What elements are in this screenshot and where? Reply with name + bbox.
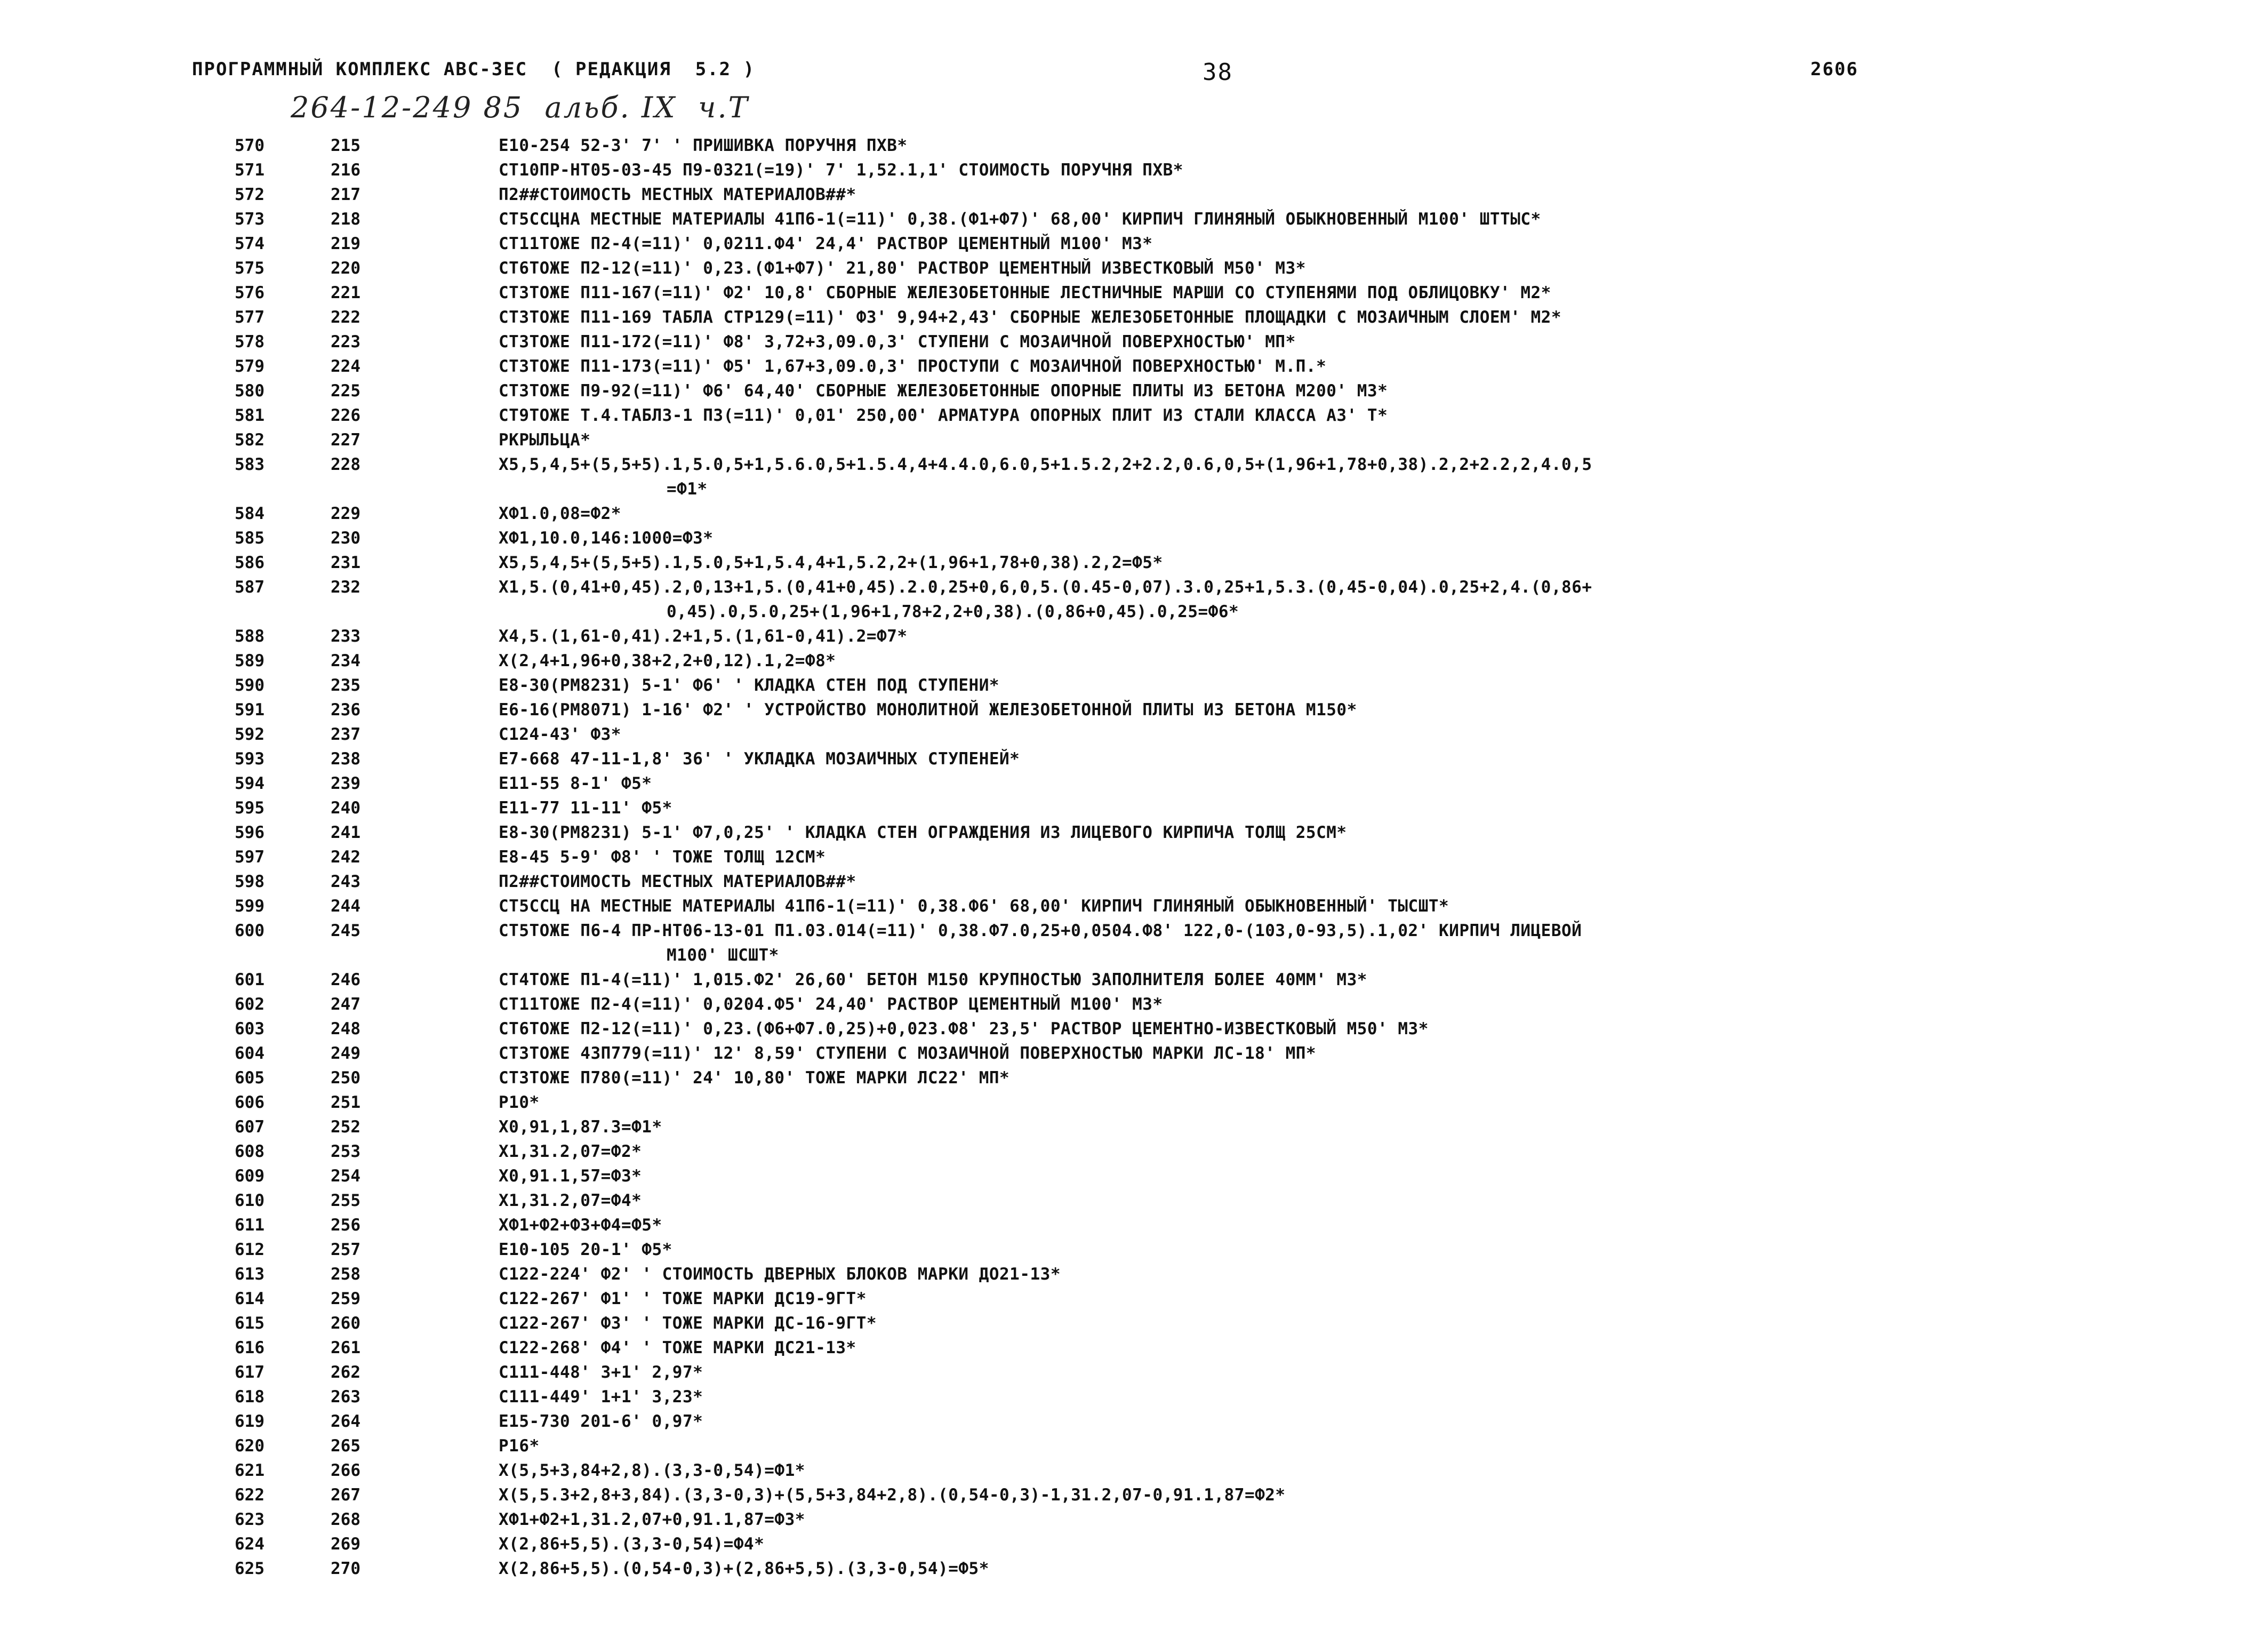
listing-row <box>0 1336 2268 1360</box>
statement-text: С122-268' Ф4' ' ТОЖЕ МАРКИ ДС21-13* <box>499 1338 856 1357</box>
listing-row <box>0 330 2268 354</box>
statement-number: 238 <box>331 749 360 769</box>
statement-number: 251 <box>331 1093 360 1112</box>
statement-text: СТ3ТОЖЕ П9-92(=11)' Ф6' 64,40' СБОРНЫЕ ЖЕЛЕЗОБЕТОННЫЕ ОПОРНЫЕ ПЛИТЫ ИЗ БЕТОНА М200' М3* <box>499 381 1388 401</box>
listing-row <box>0 379 2268 403</box>
statement-text-block <box>499 379 2152 403</box>
statement-text: СТ3ТОЖЕ П11-169 ТАБЛА СТР129(=11)' Ф3' 9,94+2,43' СБОРНЫЕ ЖЕЛЕЗОБЕТОННЫЕ ПЛОЩАДКИ С МОЗАИЧНЫМ СЛОЕМ' М2* <box>499 308 1562 327</box>
statement-text-block <box>499 1360 2152 1385</box>
listing-row <box>0 820 2268 845</box>
statement-text-block <box>499 1458 2152 1483</box>
listing-row <box>0 550 2268 575</box>
statement-number: 226 <box>331 406 360 425</box>
line-number: 600 <box>235 921 265 940</box>
statement-text-block <box>499 231 2152 256</box>
statement-text: ХФ1.0,08=Ф2* <box>499 504 621 523</box>
statement-number: 242 <box>331 848 360 867</box>
listing-row <box>0 1360 2268 1385</box>
statement-number: 265 <box>331 1436 360 1456</box>
line-number: 614 <box>235 1289 265 1308</box>
statement-text-block <box>499 305 2152 330</box>
statement-number: 230 <box>331 529 360 548</box>
listing-row <box>0 1556 2268 1581</box>
statement-text-block <box>499 575 2152 624</box>
statement-number: 225 <box>331 381 360 401</box>
statement-number: 267 <box>331 1485 360 1505</box>
listing-row <box>0 796 2268 820</box>
program-header: ПРОГРАММНЫЙ КОМПЛЕКС АВС-3ЕС ( РЕДАКЦИЯ 5.2 ) <box>192 59 756 80</box>
statement-text: Е8-45 5-9' Ф8' ' ТОЖЕ ТОЛЩ 12СМ* <box>499 848 826 867</box>
line-number: 583 <box>235 455 265 474</box>
listing-row <box>0 1409 2268 1434</box>
listing-row <box>0 1041 2268 1066</box>
listing-row <box>0 918 2268 968</box>
statement-text-block <box>499 968 2152 992</box>
statement-text-block <box>499 1237 2152 1262</box>
statement-number: 215 <box>331 136 360 155</box>
line-number: 623 <box>235 1510 265 1529</box>
statement-text: СТ5ССЦНА МЕСТНЫЕ МАТЕРИАЛЫ 41П6-1(=11)' 0,38.(Ф1+Ф7)' 68,00' КИРПИЧ ГЛИНЯНЫЙ ОБЫКНОВЕННЫЙ М100' ШТТЫС* <box>499 210 1541 229</box>
statement-text: Е11-77 11-11' Ф5* <box>499 798 672 818</box>
statement-text-block <box>499 845 2152 869</box>
listing-row <box>0 1066 2268 1090</box>
statement-text: ХФ1+Ф2+1,31.2,07+0,91.1,87=Ф3* <box>499 1510 805 1529</box>
line-number: 599 <box>235 897 265 916</box>
line-number: 570 <box>235 136 265 155</box>
statement-text: Е11-55 8-1' Ф5* <box>499 774 652 793</box>
line-number: 621 <box>235 1461 265 1480</box>
listing-row <box>0 158 2268 182</box>
line-number: 580 <box>235 381 265 401</box>
statement-text-block <box>499 698 2152 722</box>
line-number: 612 <box>235 1240 265 1259</box>
listing-row <box>0 1434 2268 1458</box>
statement-text: Х(2,86+5,5).(3,3-0,54)=Ф4* <box>499 1535 765 1554</box>
line-number: 625 <box>235 1559 265 1578</box>
statement-number: 244 <box>331 897 360 916</box>
statement-text: С122-267' Ф3' ' ТОЖЕ МАРКИ ДС-16-9ГТ* <box>499 1314 877 1333</box>
statement-number: 236 <box>331 700 360 720</box>
document-code: 2606 <box>1810 59 1858 80</box>
statement-number: 261 <box>331 1338 360 1357</box>
statement-number: 266 <box>331 1461 360 1480</box>
statement-number: 262 <box>331 1363 360 1382</box>
statement-text-block <box>499 1434 2152 1458</box>
listing-row <box>0 1237 2268 1262</box>
statement-text-block <box>499 649 2152 673</box>
statement-text-block <box>499 796 2152 820</box>
statement-text-block <box>499 1041 2152 1066</box>
statement-text-block <box>499 1556 2152 1581</box>
statement-text-block <box>499 1262 2152 1287</box>
statement-text-block <box>499 820 2152 845</box>
listing-row <box>0 428 2268 452</box>
statement-text: Х(5,5.3+2,8+3,84).(3,3-0,3)+(5,5+3,84+2,8).(0,54-0,3)-1,31.2,07-0,91.1,87=Ф2* <box>499 1485 1286 1505</box>
statement-text: СТ11ТОЖЕ П2-4(=11)' 0,0204.Ф5' 24,40' РАСТВОР ЦЕМЕНТНЫЙ М100' М3* <box>499 995 1163 1014</box>
listing-row <box>0 403 2268 428</box>
statement-text: С111-449' 1+1' 3,23* <box>499 1387 703 1407</box>
statement-text: СТ4ТОЖЕ П1-4(=11)' 1,015.Ф2' 26,60' БЕТОН М150 КРУПНОСТЬЮ ЗАПОЛНИТЕЛЯ БОЛЕЕ 40ММ' М3* <box>499 970 1367 989</box>
statement-number: 256 <box>331 1216 360 1235</box>
page-number: 38 <box>1203 59 1233 86</box>
statement-number: 235 <box>331 676 360 695</box>
listing-row <box>0 354 2268 379</box>
statement-number: 255 <box>331 1191 360 1210</box>
statement-text-block <box>499 1213 2152 1237</box>
statement-text-block <box>499 1017 2152 1041</box>
line-number: 572 <box>235 185 265 204</box>
statement-number: 216 <box>331 161 360 180</box>
statement-number: 247 <box>331 995 360 1014</box>
statement-text: СТ5ССЦ НА МЕСТНЫЕ МАТЕРИАЛЫ 41П6-1(=11)' 0,38.Ф6' 68,00' КИРПИЧ ГЛИНЯНЫЙ ОБЫКНОВЕННЫЙ' ТЫСШТ* <box>499 897 1449 916</box>
listing-row <box>0 256 2268 281</box>
statement-text-block <box>499 992 2152 1017</box>
statement-number: 221 <box>331 283 360 302</box>
statement-number: 257 <box>331 1240 360 1259</box>
statement-text: СТ3ТОЖЕ П780(=11)' 24' 10,80' ТОЖЕ МАРКИ ЛС22' МП* <box>499 1068 1010 1088</box>
handwritten-note: 264-12-249 85 альб. IX ч.Т <box>291 91 749 124</box>
line-number: 598 <box>235 872 265 891</box>
statement-number: 264 <box>331 1412 360 1431</box>
statement-text: СТ3ТОЖЕ П11-172(=11)' Ф8' 3,72+3,09.0,3' СТУПЕНИ С МОЗАИЧНОЙ ПОВЕРХНОСТЬЮ' МП* <box>499 332 1296 351</box>
listing-lines <box>0 133 2268 1581</box>
listing-row <box>0 1139 2268 1164</box>
statement-number: 246 <box>331 970 360 989</box>
statement-text-block <box>499 624 2152 649</box>
line-number: 581 <box>235 406 265 425</box>
statement-text-block <box>499 1139 2152 1164</box>
listing-row <box>0 231 2268 256</box>
listing-row <box>0 1483 2268 1507</box>
listing-row <box>0 968 2268 992</box>
statement-text-block <box>499 256 2152 281</box>
listing-row <box>0 1164 2268 1188</box>
listing-row <box>0 501 2268 526</box>
line-number: 597 <box>235 848 265 867</box>
line-number: 596 <box>235 823 265 842</box>
statement-number: 254 <box>331 1166 360 1186</box>
statement-text: Е10-254 52-3' 7' ' ПРИШИВКА ПОРУЧНЯ ПХВ* <box>499 136 908 155</box>
line-number: 602 <box>235 995 265 1014</box>
statement-text: ХФ1+Ф2+Ф3+Ф4=Ф5* <box>499 1216 662 1235</box>
statement-number: 237 <box>331 725 360 744</box>
line-number: 613 <box>235 1265 265 1284</box>
statement-number: 250 <box>331 1068 360 1088</box>
line-number: 575 <box>235 259 265 278</box>
statement-continuation: =Ф1* <box>667 480 708 499</box>
statement-text-block <box>499 158 2152 182</box>
listing-row <box>0 207 2268 231</box>
statement-number: 232 <box>331 578 360 597</box>
statement-text: П2##СТОИМОСТЬ МЕСТНЫХ МАТЕРИАЛОВ##* <box>499 185 856 204</box>
statement-text: СТ6ТОЖЕ П2-12(=11)' 0,23.(Ф6+Ф7.0,25)+0,023.Ф8' 23,5' РАСТВОР ЦЕМЕНТНО-ИЗВЕСТКОВЫЙ М50' М3* <box>499 1019 1429 1038</box>
line-number: 592 <box>235 725 265 744</box>
line-number: 595 <box>235 798 265 818</box>
statement-text-block <box>499 1409 2152 1434</box>
statement-text-block <box>499 1507 2152 1532</box>
statement-text-block <box>499 1164 2152 1188</box>
statement-text: П2##СТОИМОСТЬ МЕСТНЫХ МАТЕРИАЛОВ##* <box>499 872 856 891</box>
listing-row <box>0 1188 2268 1213</box>
line-number: 616 <box>235 1338 265 1357</box>
statement-continuation: М100' ШСШТ* <box>667 946 779 965</box>
statement-number: 263 <box>331 1387 360 1407</box>
line-number: 588 <box>235 627 265 646</box>
statement-number: 245 <box>331 921 360 940</box>
statement-text-block <box>499 1115 2152 1139</box>
line-number: 577 <box>235 308 265 327</box>
line-number: 574 <box>235 234 265 253</box>
line-number: 617 <box>235 1363 265 1382</box>
line-number: 590 <box>235 676 265 695</box>
statement-number: 224 <box>331 357 360 376</box>
line-number: 605 <box>235 1068 265 1088</box>
statement-text-block <box>499 207 2152 231</box>
statement-text-block <box>499 452 2152 501</box>
listing-row <box>0 624 2268 649</box>
listing-row <box>0 722 2268 747</box>
statement-text-block <box>499 1287 2152 1311</box>
listing-row <box>0 845 2268 869</box>
statement-text-block <box>499 747 2152 771</box>
line-number: 620 <box>235 1436 265 1456</box>
statement-text-block <box>499 133 2152 158</box>
line-number: 610 <box>235 1191 265 1210</box>
listing-row <box>0 1287 2268 1311</box>
statement-text: СТ10ПР-НТ05-03-45 П9-0321(=19)' 7' 1,52.1,1' СТОИМОСТЬ ПОРУЧНЯ ПХВ* <box>499 161 1183 180</box>
statement-text: Х4,5.(1,61-0,41).2+1,5.(1,61-0,41).2=Ф7* <box>499 627 908 646</box>
listing-row <box>0 452 2268 501</box>
statement-number: 223 <box>331 332 360 351</box>
statement-text-block <box>499 1090 2152 1115</box>
statement-number: 234 <box>331 651 360 670</box>
line-number: 593 <box>235 749 265 769</box>
statement-number: 248 <box>331 1019 360 1038</box>
listing-row <box>0 992 2268 1017</box>
statement-number: 268 <box>331 1510 360 1529</box>
statement-text-block <box>499 918 2152 968</box>
statement-text: СТ6ТОЖЕ П2-12(=11)' 0,23.(Ф1+Ф7)' 21,80' РАСТВОР ЦЕМЕНТНЫЙ ИЗВЕСТКОВЫЙ М50' М3* <box>499 259 1306 278</box>
statement-text-block <box>499 281 2152 305</box>
line-number: 611 <box>235 1216 265 1235</box>
statement-text-block <box>499 501 2152 526</box>
listing-row <box>0 869 2268 894</box>
statement-text-block <box>499 722 2152 747</box>
line-number: 624 <box>235 1535 265 1554</box>
listing-row <box>0 894 2268 918</box>
statement-text: Х(2,86+5,5).(0,54-0,3)+(2,86+5,5).(3,3-0,54)=Ф5* <box>499 1559 989 1578</box>
statement-number: 249 <box>331 1044 360 1063</box>
statement-number: 219 <box>331 234 360 253</box>
statement-text: Е10-105 20-1' Ф5* <box>499 1240 672 1259</box>
statement-number: 260 <box>331 1314 360 1333</box>
listing-row <box>0 649 2268 673</box>
statement-text: Х1,31.2,07=Ф4* <box>499 1191 642 1210</box>
statement-text: СТ5ТОЖЕ П6-4 ПР-НТ06-13-01 П1.03.014(=11)' 0,38.Ф7.0,25+0,0504.Ф8' 122,0-(103,0-93,5).1,02' КИРПИЧ ЛИЦЕВОЙ <box>499 921 1582 940</box>
statement-text: Х1,31.2,07=Ф2* <box>499 1142 642 1161</box>
line-number: 585 <box>235 529 265 548</box>
listing-row <box>0 526 2268 550</box>
statement-continuation: 0,45).0,5.0,25+(1,96+1,78+2,2+0,38).(0,86+0,45).0,25=Ф6* <box>667 602 1239 621</box>
statement-number: 253 <box>331 1142 360 1161</box>
statement-text: Х5,5,4,5+(5,5+5).1,5.0,5+1,5.6.0,5+1.5.4,4+4.4.0,6.0,5+1.5.2,2+2.2,0.6,0,5+(1,96+1,78+0,38).2,2+2.2,2,4.0,5 <box>499 455 1592 474</box>
statement-text-block <box>499 1483 2152 1507</box>
line-number: 609 <box>235 1166 265 1186</box>
statement-text-block <box>499 354 2152 379</box>
statement-number: 252 <box>331 1117 360 1137</box>
statement-number: 218 <box>331 210 360 229</box>
listing-row <box>0 1532 2268 1556</box>
statement-text-block <box>499 673 2152 698</box>
line-number: 587 <box>235 578 265 597</box>
statement-text: РКРЫЛЬЦА* <box>499 430 591 450</box>
statement-number: 217 <box>331 185 360 204</box>
statement-text: Х(2,4+1,96+0,38+2,2+0,12).1,2=Ф8* <box>499 651 836 670</box>
statement-text: Х1,5.(0,41+0,45).2,0,13+1,5.(0,41+0,45).2.0,25+0,6,0,5.(0.45-0,07).3.0,25+1,5.3.(0,45-0,04).0,25+2,4.(0,86+ <box>499 578 1592 597</box>
statement-text-block <box>499 526 2152 550</box>
listing-row <box>0 133 2268 158</box>
statement-text-block <box>499 1336 2152 1360</box>
statement-number: 233 <box>331 627 360 646</box>
statement-text-block <box>499 1532 2152 1556</box>
statement-text: СТ9ТОЖЕ Т.4.ТАБЛ3-1 П3(=11)' 0,01' 250,00' АРМАТУРА ОПОРНЫХ ПЛИТ ИЗ СТАЛИ КЛАССА А3' Т* <box>499 406 1388 425</box>
listing-row <box>0 1507 2268 1532</box>
statement-text-block <box>499 894 2152 918</box>
statement-text: ХФ1,10.0,146:1000=Ф3* <box>499 529 714 548</box>
statement-text-block <box>499 550 2152 575</box>
statement-number: 220 <box>331 259 360 278</box>
statement-text-block <box>499 869 2152 894</box>
line-number: 571 <box>235 161 265 180</box>
statement-text: Е8-30(РМ8231) 5-1' Ф6' ' КЛАДКА СТЕН ПОД СТУПЕНИ* <box>499 676 1000 695</box>
listing-row <box>0 281 2268 305</box>
line-number: 579 <box>235 357 265 376</box>
statement-number: 228 <box>331 455 360 474</box>
listing-row <box>0 673 2268 698</box>
listing-row <box>0 305 2268 330</box>
statement-text: С122-267' Ф1' ' ТОЖЕ МАРКИ ДС19-9ГТ* <box>499 1289 867 1308</box>
statement-number: 241 <box>331 823 360 842</box>
statement-number: 243 <box>331 872 360 891</box>
listing-row <box>0 747 2268 771</box>
line-number: 618 <box>235 1387 265 1407</box>
statement-text: Х0,91,1,87.3=Ф1* <box>499 1117 662 1137</box>
statement-text-block <box>499 771 2152 796</box>
statement-text: С111-448' 3+1' 2,97* <box>499 1363 703 1382</box>
statement-number: 269 <box>331 1535 360 1554</box>
line-number: 586 <box>235 553 265 572</box>
statement-text: Р16* <box>499 1436 540 1456</box>
statement-text: Р10* <box>499 1093 540 1112</box>
line-number: 601 <box>235 970 265 989</box>
line-number: 589 <box>235 651 265 670</box>
statement-number: 231 <box>331 553 360 572</box>
listing-row <box>0 1385 2268 1409</box>
statement-text-block <box>499 1188 2152 1213</box>
statement-text: СТ3ТОЖЕ П11-173(=11)' Ф5' 1,67+3,09.0,3' ПРОСТУПИ С МОЗАИЧНОЙ ПОВЕРХНОСТЬЮ' М.П.* <box>499 357 1327 376</box>
statement-text-block <box>499 403 2152 428</box>
line-number: 578 <box>235 332 265 351</box>
statement-text-block <box>499 330 2152 354</box>
listing-row <box>0 1017 2268 1041</box>
listing-row <box>0 698 2268 722</box>
statement-text: Х(5,5+3,84+2,8).(3,3-0,54)=Ф1* <box>499 1461 805 1480</box>
statement-text: Х5,5,4,5+(5,5+5).1,5.0,5+1,5.4,4+1,5.2,2+(1,96+1,78+0,38).2,2=Ф5* <box>499 553 1163 572</box>
statement-text: Е8-30(РМ8231) 5-1' Ф7,0,25' ' КЛАДКА СТЕН ОГРАЖДЕНИЯ ИЗ ЛИЦЕВОГО КИРПИЧА ТОЛЩ 25СМ* <box>499 823 1347 842</box>
statement-text: С122-224' Ф2' ' СТОИМОСТЬ ДВЕРНЫХ БЛОКОВ МАРКИ ДО21-13* <box>499 1265 1061 1284</box>
listing-row <box>0 1262 2268 1287</box>
statement-text: СТ3ТОЖЕ 43П779(=11)' 12' 8,59' СТУПЕНИ С МОЗАИЧНОЙ ПОВЕРХНОСТЬЮ МАРКИ ЛС-18' МП* <box>499 1044 1317 1063</box>
statement-number: 229 <box>331 504 360 523</box>
line-number: 622 <box>235 1485 265 1505</box>
listing-row <box>0 182 2268 207</box>
line-number: 615 <box>235 1314 265 1333</box>
statement-text-block <box>499 1311 2152 1336</box>
statement-text: С124-43' Ф3* <box>499 725 621 744</box>
line-number: 584 <box>235 504 265 523</box>
line-number: 608 <box>235 1142 265 1161</box>
line-number: 582 <box>235 430 265 450</box>
line-number: 606 <box>235 1093 265 1112</box>
statement-number: 270 <box>331 1559 360 1578</box>
statement-text-block <box>499 182 2152 207</box>
statement-number: 259 <box>331 1289 360 1308</box>
line-number: 604 <box>235 1044 265 1063</box>
statement-number: 240 <box>331 798 360 818</box>
statement-text: Е6-16(РМ8071) 1-16' Ф2' ' УСТРОЙСТВО МОНОЛИТНОЙ ЖЕЛЕЗОБЕТОННОЙ ПЛИТЫ ИЗ БЕТОНА М150* <box>499 700 1357 720</box>
statement-text: Е15-730 201-6' 0,97* <box>499 1412 703 1431</box>
listing-row <box>0 575 2268 624</box>
line-number: 594 <box>235 774 265 793</box>
listing-row <box>0 1213 2268 1237</box>
statement-number: 227 <box>331 430 360 450</box>
statement-text: СТ11ТОЖЕ П2-4(=11)' 0,0211.Ф4' 24,4' РАСТВОР ЦЕМЕНТНЫЙ М100' М3* <box>499 234 1153 253</box>
line-number: 607 <box>235 1117 265 1137</box>
statement-text-block <box>499 428 2152 452</box>
statement-text: Е7-668 47-11-1,8' 36' ' УКЛАДКА МОЗАИЧНЫХ СТУПЕНЕЙ* <box>499 749 1020 769</box>
listing-row <box>0 1311 2268 1336</box>
listing-row <box>0 771 2268 796</box>
line-number: 603 <box>235 1019 265 1038</box>
statement-number: 239 <box>331 774 360 793</box>
line-number: 576 <box>235 283 265 302</box>
line-number: 591 <box>235 700 265 720</box>
statement-number: 258 <box>331 1265 360 1284</box>
line-number: 573 <box>235 210 265 229</box>
statement-text-block <box>499 1385 2152 1409</box>
statement-number: 222 <box>331 308 360 327</box>
statement-text: Х0,91.1,57=Ф3* <box>499 1166 642 1186</box>
statement-text-block <box>499 1066 2152 1090</box>
listing-row <box>0 1115 2268 1139</box>
line-number: 619 <box>235 1412 265 1431</box>
listing-row <box>0 1458 2268 1483</box>
listing-row <box>0 1090 2268 1115</box>
statement-text: СТ3ТОЖЕ П11-167(=11)' Ф2' 10,8' СБОРНЫЕ ЖЕЛЕЗОБЕТОННЫЕ ЛЕСТНИЧНЫЕ МАРШИ СО СТУПЕНЯМИ ПОД ОБЛИЦОВКУ' М2* <box>499 283 1551 302</box>
